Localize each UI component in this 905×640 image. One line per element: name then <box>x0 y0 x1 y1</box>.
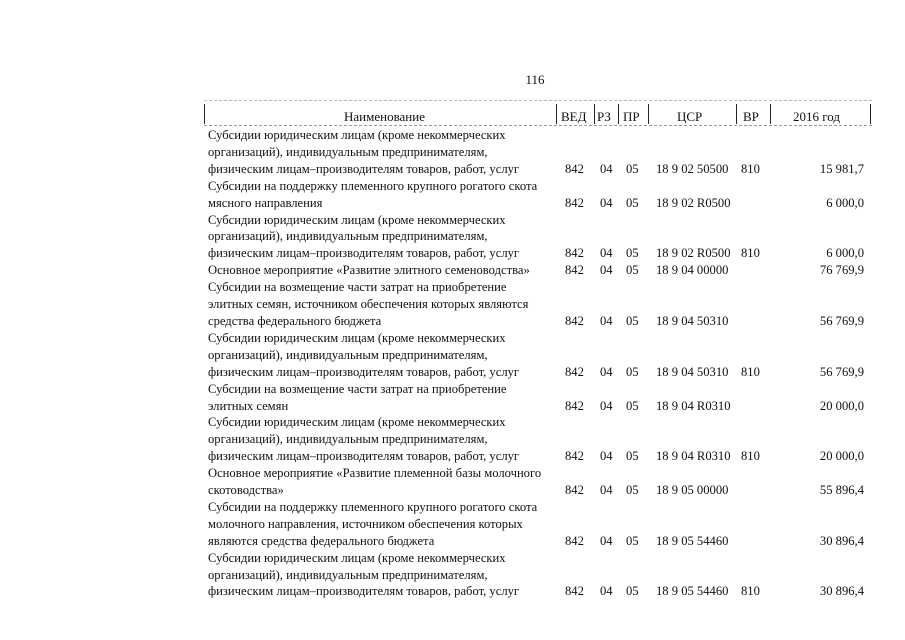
row-name: Субсидии юридическим лицам (кроме некоммерческих организаций), индивидуальным предпринимателям, физическим лицам–производителям товаров, работ, услуг <box>208 415 520 464</box>
row-sum: 30 896,4 <box>819 533 864 548</box>
table-row <box>208 178 868 212</box>
table-row <box>208 465 868 499</box>
row-name: Субсидии на поддержку племенного крупного рогатого скота молочного направления, источником обеспечения которых являются средства федерального бюджета <box>208 499 538 548</box>
row-sum: 6 000,0 <box>826 195 864 210</box>
row-ved: 842 <box>565 584 584 599</box>
row-pr: 05 <box>626 483 639 498</box>
row-ved: 842 <box>565 195 584 210</box>
row-vr: 810 <box>741 449 760 464</box>
row-csr: 18 9 04 00000 <box>656 263 729 278</box>
header-csr: ЦСР <box>677 109 703 124</box>
header-year: 2016 год <box>793 109 840 124</box>
row-sum: 15 981,7 <box>819 161 864 176</box>
row-vr: 810 <box>741 364 760 379</box>
row-ved: 842 <box>565 398 584 413</box>
row-pr: 05 <box>626 533 639 548</box>
row-csr: 18 9 05 54460 <box>656 584 729 599</box>
row-csr: 18 9 02 50500 <box>656 161 729 176</box>
row-sum: 20 000,0 <box>819 398 864 413</box>
row-name: Субсидии юридическим лицам (кроме некоммерческих организаций), индивидуальным предпринимателям, физическим лицам–производителям товаров, работ, услуг <box>208 330 520 379</box>
header-divider <box>594 104 595 124</box>
header-divider <box>556 104 557 124</box>
row-name: Субсидии юридическим лицам (кроме некоммерческих организаций), индивидуальным предпринимателям, физическим лицам–производителям товаров, работ, услуг <box>208 128 520 176</box>
row-pr: 05 <box>626 263 639 278</box>
header-bottom-rule <box>204 125 872 126</box>
row-name: Субсидии на возмещение части затрат на приобретение элитных семян, источником обеспечения которых являются средства федерального бюджета <box>208 280 529 328</box>
row-name: Основное мероприятие «Развитие элитного семеноводства» <box>208 263 530 278</box>
row-pr: 05 <box>626 246 639 261</box>
row-ved: 842 <box>565 313 584 328</box>
row-sum: 56 769,9 <box>819 364 864 379</box>
row-rz: 04 <box>600 533 613 548</box>
row-rz: 04 <box>600 263 613 278</box>
row-sum: 56 769,9 <box>819 313 864 328</box>
row-name: Субсидии на возмещение части затрат на приобретение элитных семян <box>208 381 507 413</box>
row-vr: 810 <box>741 584 760 599</box>
header-name: Наименование <box>344 109 425 124</box>
row-vr: 810 <box>741 161 760 176</box>
table-row <box>208 279 868 330</box>
page-number: 116 <box>525 72 545 87</box>
row-sum: 20 000,0 <box>819 449 864 464</box>
row-pr: 05 <box>626 584 639 599</box>
row-sum: 55 896,4 <box>819 483 864 498</box>
table-row <box>208 499 868 550</box>
row-ved: 842 <box>565 364 584 379</box>
row-rz: 04 <box>600 584 613 599</box>
row-rz: 04 <box>600 483 613 498</box>
row-rz: 04 <box>600 398 613 413</box>
table-row <box>208 127 868 178</box>
row-vr: 810 <box>741 246 760 261</box>
row-name: Субсидии юридическим лицам (кроме некоммерческих организаций), индивидуальным предпринимателям, физическим лицам–производителям товаров, работ, услуг <box>208 212 520 261</box>
row-name: Субсидии на поддержку племенного крупного рогатого скота мясного направления <box>208 178 538 210</box>
row-pr: 05 <box>626 449 639 464</box>
row-pr: 05 <box>626 364 639 379</box>
row-pr: 05 <box>626 195 639 210</box>
row-name: Основное мероприятие «Развитие племенной базы молочного скотоводства» <box>208 466 542 498</box>
row-pr: 05 <box>626 313 639 328</box>
row-csr: 18 9 05 54460 <box>656 533 729 548</box>
row-rz: 04 <box>600 195 613 210</box>
table-header <box>204 100 872 126</box>
row-ved: 842 <box>565 483 584 498</box>
row-csr: 18 9 04 R0310 <box>656 449 731 464</box>
header-pr: ПР <box>623 109 640 124</box>
table-row <box>208 212 868 263</box>
row-rz: 04 <box>600 449 613 464</box>
row-ved: 842 <box>565 263 584 278</box>
header-divider <box>736 104 737 124</box>
header-divider <box>618 104 619 124</box>
row-csr: 18 9 04 50310 <box>656 313 729 328</box>
row-pr: 05 <box>626 398 639 413</box>
row-csr: 18 9 02 R0500 <box>656 246 731 261</box>
header-divider <box>770 104 771 124</box>
row-rz: 04 <box>600 246 613 261</box>
row-csr: 18 9 05 00000 <box>656 483 729 498</box>
row-rz: 04 <box>600 313 613 328</box>
row-csr: 18 9 02 R0500 <box>656 195 731 210</box>
row-csr: 18 9 04 R0310 <box>656 398 731 413</box>
row-sum: 30 896,4 <box>819 584 864 599</box>
row-ved: 842 <box>565 533 584 548</box>
table-row <box>208 414 868 465</box>
row-rz: 04 <box>600 364 613 379</box>
row-sum: 76 769,9 <box>819 263 864 278</box>
header-vr: ВР <box>743 109 759 124</box>
row-pr: 05 <box>626 161 639 176</box>
table-row <box>208 550 868 601</box>
row-name: Субсидии юридическим лицам (кроме некоммерческих организаций), индивидуальным предпринимателям, физическим лицам–производителям товаров, работ, услуг <box>208 550 520 599</box>
header-divider <box>648 104 649 124</box>
row-ved: 842 <box>565 449 584 464</box>
row-sum: 6 000,0 <box>826 246 864 261</box>
row-csr: 18 9 04 50310 <box>656 364 729 379</box>
budget-table-body <box>208 127 868 600</box>
header-divider <box>204 104 205 124</box>
header-ved: ВЕД <box>561 109 587 124</box>
table-row <box>208 262 868 279</box>
row-ved: 842 <box>565 246 584 261</box>
header-divider <box>870 104 871 124</box>
row-ved: 842 <box>565 161 584 176</box>
table-row <box>208 381 868 415</box>
row-rz: 04 <box>600 161 613 176</box>
header-rz: РЗ <box>597 109 611 124</box>
header-top-rule <box>204 100 872 101</box>
table-row <box>208 330 868 381</box>
